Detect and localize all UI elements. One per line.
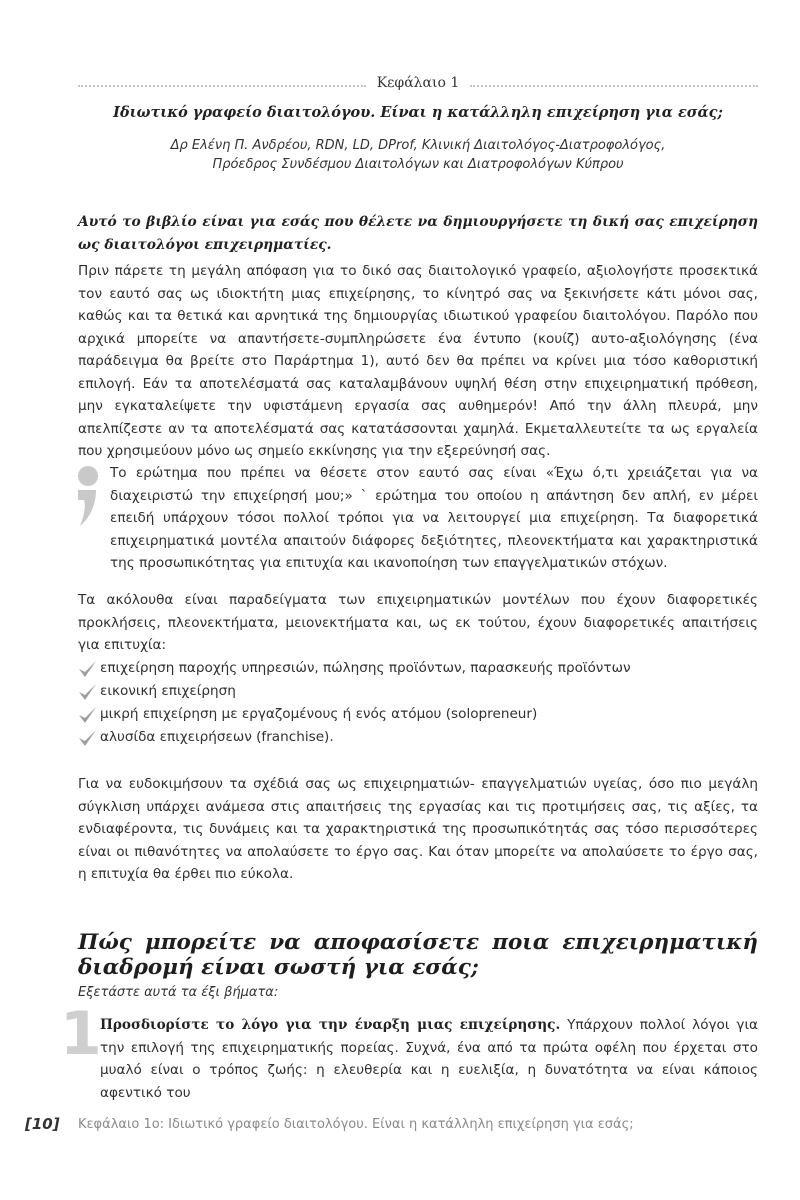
- step-text: Υπάρχουν πολλοί λόγοι για την επιλογή της επιχειρηματικής πορείας. Συχνά, ένα από τα πρώτα οφέλη που έρχεται στο μυαλό είναι ο τρόπος ζωής: η ελευθερία και η ευελιξία, η δυνατότητα να είναι κάποιος αφεντικό του: [100, 1017, 758, 1101]
- author-block: [78, 136, 758, 174]
- step-title: Προσδιορίστε το λόγο για την έναρξη μιας επιχείρησης.: [100, 1017, 561, 1033]
- author-line-1: Δρ Ελένη Π. Ανδρέου, RDN, LD, DProf, Κλινική Διαιτολόγος-Διατροφολόγος,: [170, 138, 666, 153]
- chapter-label: Κεφάλαιο 1: [376, 75, 460, 91]
- section-heading: Πώς μπορείτε να αποφασίσετε ποια επιχειρηματική διαδρομή είναι σωστή για εσάς;: [78, 930, 758, 980]
- chapter-title: Ιδιωτικό γραφείο διαιτολόγου. Είναι η κατάλληλη επιχείρηση για εσάς;: [113, 104, 723, 121]
- list-item-label: εικονική επιχείρηση: [100, 683, 236, 699]
- list-item-label: αλυσίδα επιχειρήσεων (franchise).: [100, 729, 334, 745]
- step-paragraph: [100, 1014, 758, 1104]
- pull-quote: Το ερώτημα που πρέπει να θέσετε στον εαυτό σας είναι «Έχω ό,τι χρειάζεται για να διαχειριστώ την επιχείρησή μου;» ` ερώτημα του οποίου η απάντηση δεν απλή, εν μέρει επειδή υπάρχουν τόσοι πολλοί τρόποι για να λειτουργεί μια επιχείρηση. Τα διαφορετικά επιχειρηματικά μοντέλα απαιτούν διάφορες δεξιότητες, πλεονεκτήματα και χαρακτηριστικά της προσωπικότητας για επιτυχία και ικανοποίηση των επαγγελματικών στόχων.: [110, 465, 758, 571]
- page-number: [10]: [25, 1115, 60, 1133]
- list-item-label: επιχείρηση παροχής υπηρεσιών, πώλησης προϊόντων, παρασκευής προϊόντων: [100, 660, 631, 676]
- list-item: [78, 703, 758, 726]
- business-model-list: [78, 657, 758, 749]
- checkmark-icon: [78, 706, 97, 724]
- author-line-2: Πρόεδρος Συνδέσμου Διαιτολόγων και Διατροφολόγων Κύπρου: [212, 157, 624, 172]
- list-item-label: μικρή επιχείρηση με εργαζομένους ή ενός ατόμου (solopreneur): [100, 706, 538, 722]
- list-item: [78, 726, 758, 749]
- list-item: [78, 657, 758, 680]
- running-title: Κεφάλαιο 1ο: Ιδιωτικό γραφείο διαιτολόγου. Είναι η κατάλληλη επιχείρηση για εσάς;: [78, 1117, 634, 1132]
- lead-paragraph: Αυτό το βιβλίο είναι για εσάς που θέλετε να δημιουργήσετε τη δική σας επιχείρηση ως διαιτολόγοι επιχειρηματίες.: [78, 214, 758, 253]
- list-item: [78, 680, 758, 703]
- paragraph-1: Πριν πάρετε τη μεγάλη απόφαση για το δικό σας διαιτολογικό γραφείο, αξιολογήστε προσεκτικά τον εαυτό σας ως ιδιοκτήτη μιας επιχείρησης, το κίνητρό σας να ξεκινήσετε κάτι μόνοι σας, καθώς και τα θετικά και αρνητικά της δημιουργίας ιδιωτικού γραφείου διαιτολόγου. Παρόλο που αρχικά μπορείτε να απαντήσετε-συμπληρώσετε ένα έντυπο (κουίζ) αυτο-αξιολόγησης (ένα παράδειγμα θα βρείτε στο Παράρτημα 1), αυτό δεν θα πρέπει να κρίνει μια τόσο καθοριστική επιλογή. Εάν τα αποτελέσματά σας καταλαμβάνουν υψηλή θέση στην επιχειρηματική πρόθεση, μην εγκαταλείψετε την υφιστάμενη εργασία σας αυθημερόν! Από την άλλη πλευρά, μην απελπίζεστε αν τα αποτελέσματά σας κατατάσσονται χαμηλά. Εκμεταλλευτείτε τα ως εργαλεία που χρησιμεύουν μόνο ως σημείο εκκίνησης για την εξερεύνησή σας.: [78, 263, 758, 459]
- dotted-rule-right: [470, 85, 758, 87]
- chapter-header: [78, 75, 758, 95]
- section-subheading: Εξετάστε αυτά τα έξι βήματα:: [78, 985, 279, 1000]
- checkmark-icon: [78, 729, 97, 747]
- checkmark-icon: [78, 683, 97, 701]
- checkmark-icon: [78, 660, 97, 678]
- step-number: 1: [60, 999, 102, 1069]
- page-footer: [0, 1115, 800, 1135]
- paragraph-2: Τα ακόλουθα είναι παραδείγματα των επιχειρηματικών μοντέλων που έχουν διαφορετικές προκλήσεις, πλεονεκτήματα, μειονεκτήματα και, ως εκ τούτου, έχουν διαφορετικές απαιτήσεις για επιτυχία:: [78, 592, 758, 653]
- paragraph-3: Για να ευδοκιμήσουν τα σχέδιά σας ως επιχειρηματιών- επαγγελματιών υγείας, όσο πιο μεγάλη σύγκλιση υπάρχει ανάμεσα στις απαιτήσεις της εργασίας και τις προτιμήσεις σας, τις αξίες, τα ενδιαφέροντα, τις δυνάμεις και τα χαρακτηριστικά της προσωπικότητάς σας τόσο περισσότερες είναι οι πιθανότητες να απολαύσετε το έργο σας. Και όταν μπορείτε να απολαύσετε το έργο σας, η επιτυχία θα έρθει πιο εύκολα.: [78, 776, 758, 882]
- quote-mark-icon: [76, 460, 102, 530]
